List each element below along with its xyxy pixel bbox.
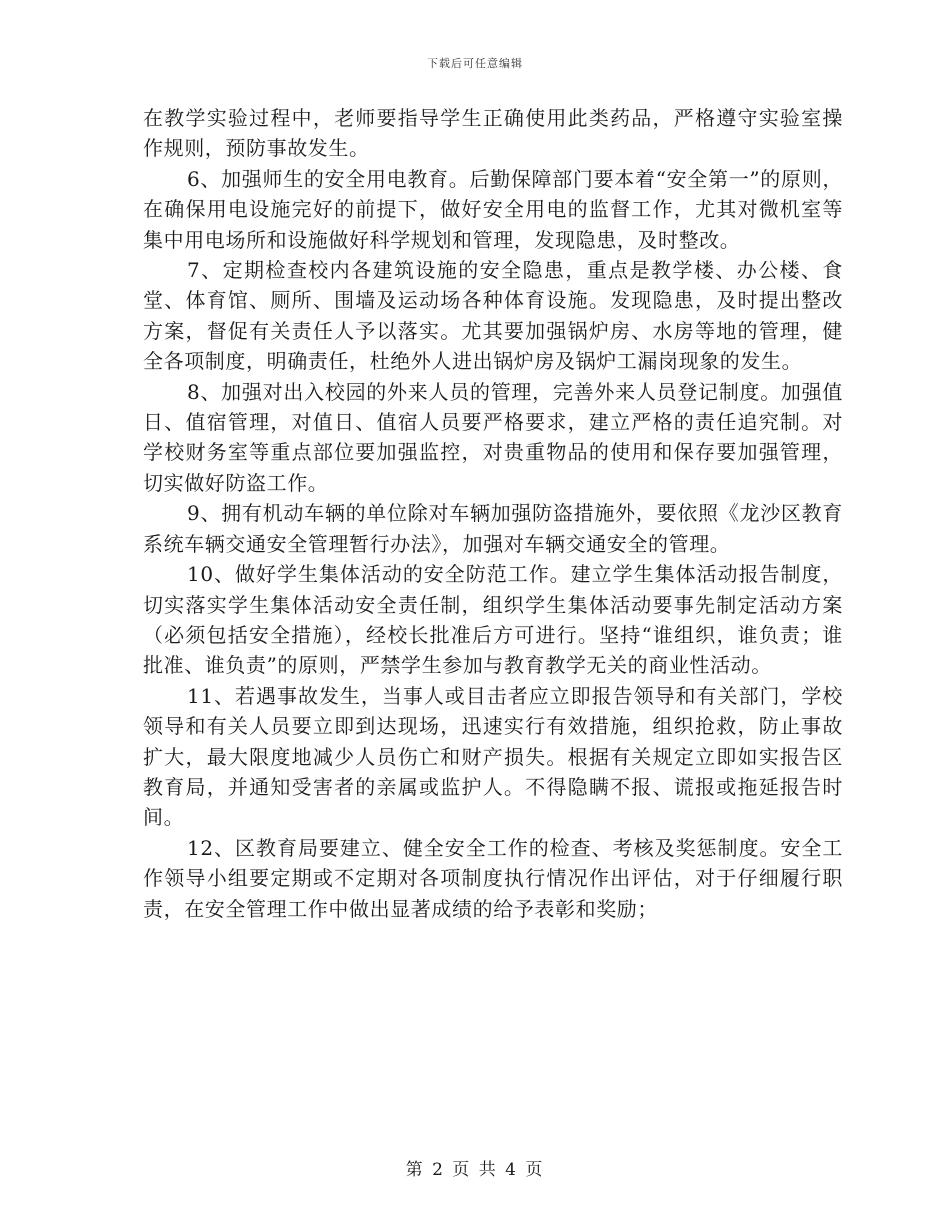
- document-body: [143, 103, 843, 924]
- paragraph-item-8: 8、加强对出入校园的外来人员的管理，完善外来人员登记制度。加强值日、值宿管理，对值日、值宿人员要严格要求，建立严格的责任追究制。对学校财务室等重点部位要加强监控，对贵重物品的使用和保存要加强管理，切实做好防盗工作。: [143, 379, 843, 495]
- paragraph-item-12: 12、区教育局要建立、健全安全工作的检查、考核及奖惩制度。安全工作领导小组要定期或不定期对各项制度执行情况作出评估，对于仔细履行职责，在安全管理工作中做出显著成绩的给予表彰和奖励；: [143, 835, 843, 921]
- page-header: 下载后可任意编辑: [427, 57, 523, 70]
- paragraph-item-6: 6、加强师生的安全用电教育。后勤保障部门要本着“安全第一”的原则，在确保用电设施完好的前提下，做好安全用电的监督工作，尤其对微机室等集中用电场所和设施做好科学规划和管理，发现隐患，及时整改。: [143, 166, 843, 252]
- paragraph-continuation: 在教学实验过程中，老师要指导学生正确使用此类药品，严格遵守实验室操作规则，预防事故发生。: [143, 106, 843, 161]
- page-number-footer: 第 2 页 共 4 页: [405, 1160, 545, 1180]
- paragraph-item-11: 11、若遇事故发生，当事人或目击者应立即报告领导和有关部门，学校领导和有关人员要立即到达现场，迅速实行有效措施，组织抢救，防止事故扩大，最大限度地减少人员伤亡和财产损失。根据有关规定立即如实报告区教育局，并通知受害者的亲属或监护人。不得隐瞒不报、谎报或拖延报告时间。: [143, 683, 843, 830]
- paragraph-item-9: 9、拥有机动车辆的单位除对车辆加强防盗措施外，要依照《龙沙区教育系统车辆交通安全管理暂行办法》，加强对车辆交通安全的管理。: [143, 501, 843, 556]
- paragraph-item-7: 7、定期检查校内各建筑设施的安全隐患，重点是教学楼、办公楼、食堂、体育馆、厕所、围墙及运动场各种体育设施。发现隐患，及时提出整改方案，督促有关责任人予以落实。尤其要加强锅炉房、水房等地的管理，健全各项制度，明确责任，杜绝外人进出锅炉房及锅炉工漏岗现象的发生。: [143, 258, 843, 374]
- paragraph-item-10: 10、做好学生集体活动的安全防范工作。建立学生集体活动报告制度，切实落实学生集体活动安全责任制，组织学生集体活动要事先制定活动方案（必须包括安全措施），经校长批准后方可进行。坚持“谁组织，谁负责；谁批准、谁负责”的原则，严禁学生参加与教育教学无关的商业性活动。: [143, 562, 843, 678]
